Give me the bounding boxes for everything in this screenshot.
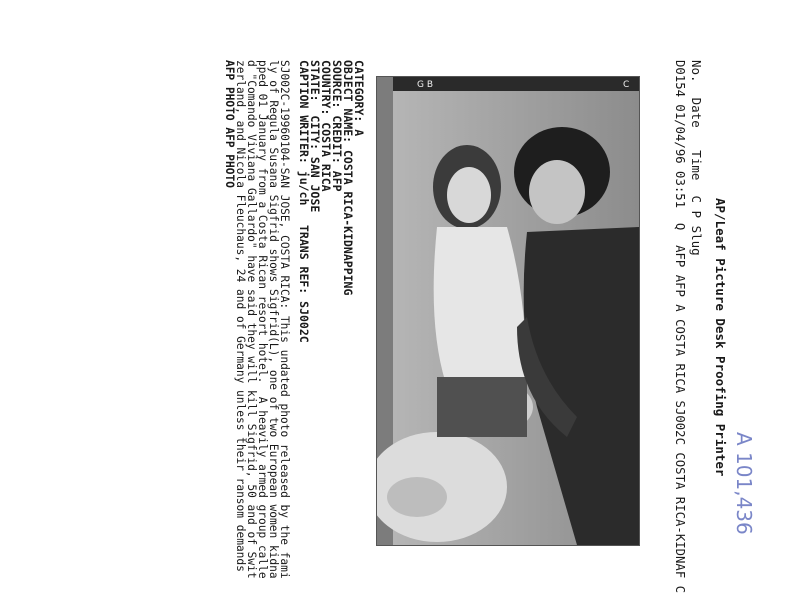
caption-line-4: d "Comando Viviana Gallardo" have said they will kill Sigfrid, 50 and of Swit [245, 60, 258, 579]
meta-country: COUNTRY: COSTA RICA [319, 60, 333, 192]
meta-source: SOURCE: CREDIT: AFP [330, 60, 344, 192]
photo-illustration [377, 77, 639, 545]
caption-credit: AFP PHOTO AFP PHOTO [223, 60, 236, 188]
handwritten-annotation: A 101,436 [732, 432, 756, 535]
meta-trans-ref: TRANS REF: SJ002C [297, 225, 311, 343]
photo-marker-left: G B [417, 80, 434, 90]
photo-marker-right: C [623, 80, 630, 90]
news-photo [376, 76, 640, 546]
proof-title: AP/Leaf Picture Desk Proofing Printer [713, 198, 728, 477]
meta-caption-writer: CAPTION WRITER: ju/ch [297, 60, 311, 206]
caption-line-3: pped 01 January from a Costa Rican resort hotel. A heavily armed group calle [256, 60, 269, 579]
caption-line-5: zerland, and Nicola Fleuchaus, 24 and of Germany unless their ransom demands [234, 60, 247, 572]
slug-line: D0154 01/04/96 03:51 Q AFP AFP A COSTA RICA SJ002C COSTA RICA-KIDNAF C [673, 60, 687, 594]
column-headers: No. Date Time C P Slug [689, 60, 704, 256]
caption-line-2: ly of Regula Susana Sigfrid shows Sigfrid(L), one of two European women kidna [267, 60, 280, 579]
meta-state-city: STATE: CITY: SAN JOSE [308, 60, 322, 213]
meta-category: CATEGORY: A [352, 60, 366, 137]
caption-line-1: SJ002C-19960104-SAN JOSE, COSTA RICA: This undated photo released by the fami [278, 60, 291, 579]
meta-object-name: OBJECT NAME: COSTA RICA-KIDNAPPING [341, 60, 355, 296]
